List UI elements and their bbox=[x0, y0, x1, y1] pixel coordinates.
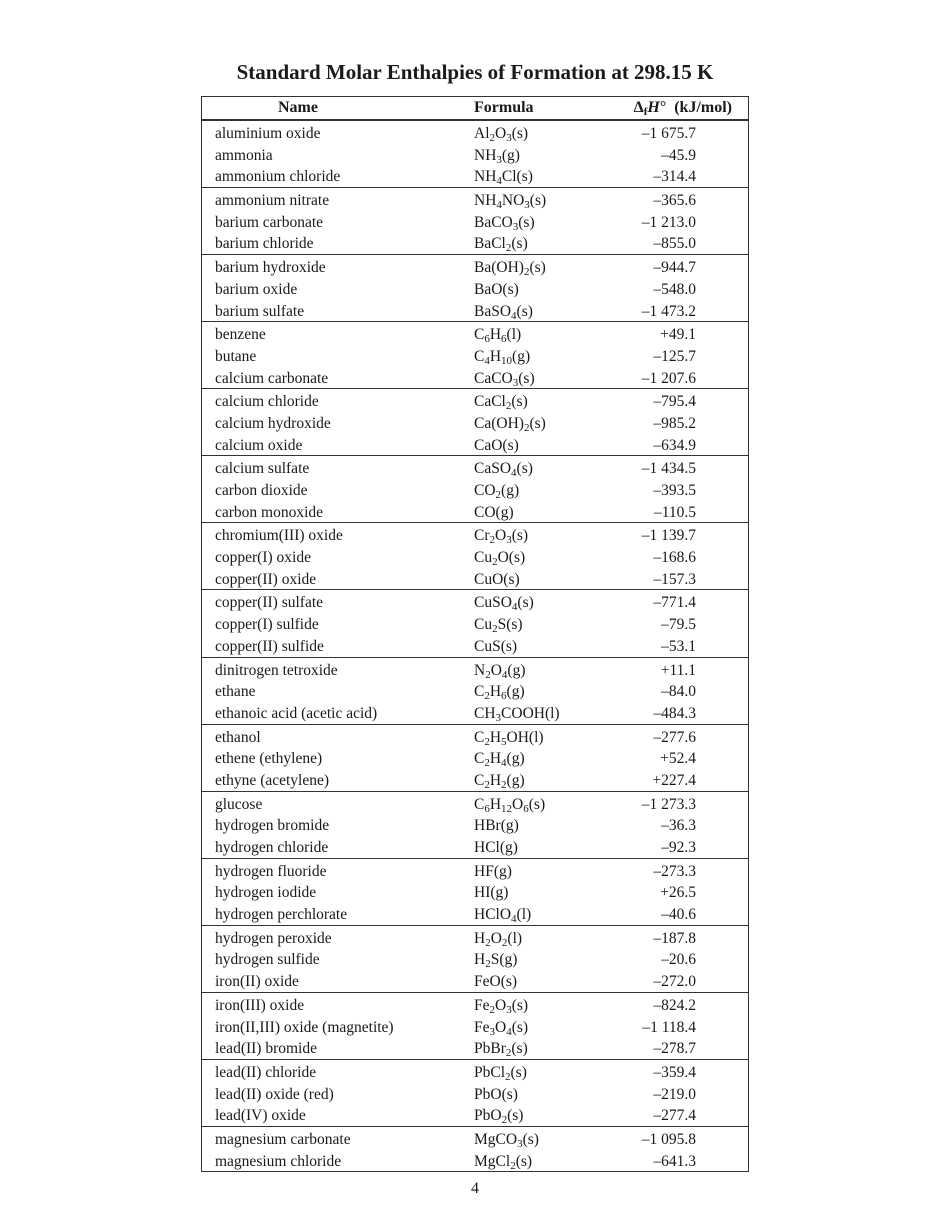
compound-formula: $NH_4NO_3(s)$ bbox=[474, 192, 547, 212]
compound-name: ethane bbox=[215, 683, 256, 701]
compound-name: ethene (ethylene) bbox=[215, 750, 323, 768]
compound-name: barium carbonate bbox=[215, 213, 324, 231]
table-row bbox=[202, 1061, 748, 1083]
compound-formula: $CO_2(g)$ bbox=[474, 482, 520, 501]
compound-formula: $NH_4Cl(s)$ bbox=[474, 168, 533, 188]
enthalpy-value: –92.3 bbox=[661, 839, 696, 856]
compound-name: barium sulfate bbox=[215, 302, 305, 320]
table-row bbox=[202, 412, 748, 434]
enthalpy-value: –1 675.7 bbox=[641, 125, 696, 142]
enthalpy-value: –641.3 bbox=[653, 1152, 696, 1170]
compound-name: benzene bbox=[215, 326, 266, 344]
compound-formula: CaCl$_2$(s) bbox=[474, 393, 528, 413]
enthalpy-table bbox=[201, 96, 749, 1172]
enthalpy-value: –79.5 bbox=[661, 616, 696, 634]
compound-name: carbon dioxide bbox=[215, 482, 308, 499]
compound-formula: CaCO$_3$(s) bbox=[474, 369, 535, 389]
compound-formula: $CH_3COOH(l)$ bbox=[474, 704, 560, 724]
compound-formula: BaCl$_2$(s) bbox=[474, 235, 528, 255]
table-row bbox=[202, 367, 748, 389]
enthalpy-value: –855.0 bbox=[653, 235, 696, 253]
compound-name: ammonium chloride bbox=[215, 168, 341, 186]
row-group bbox=[202, 389, 748, 456]
compound-name: chromium(III) oxide bbox=[215, 527, 343, 545]
compound-formula: MgCl$_2$(s) bbox=[474, 1152, 533, 1172]
row-group bbox=[202, 926, 748, 993]
compound-formula: $C_2H_4(g)$ bbox=[474, 750, 525, 770]
row-group bbox=[202, 121, 748, 188]
compound-formula: $Ca(OH)_2(s)$ bbox=[474, 414, 546, 434]
compound-formula: CO(g) bbox=[474, 503, 514, 521]
table-row bbox=[202, 323, 748, 345]
enthalpy-value: +49.1 bbox=[660, 326, 696, 344]
enthalpy-value: –45.9 bbox=[661, 146, 696, 164]
compound-name: ammonium nitrate bbox=[215, 192, 330, 210]
table-row bbox=[202, 457, 748, 479]
table-row bbox=[202, 680, 748, 702]
compound-name: calcium chloride bbox=[215, 393, 319, 411]
compound-formula: $Cr_2O_3(s)$ bbox=[474, 527, 529, 547]
compound-formula: $C_2H_5OH(l)$ bbox=[474, 728, 544, 748]
compound-name: copper(II) sulfide bbox=[215, 637, 324, 655]
compound-formula: FeO(s) bbox=[474, 973, 518, 991]
compound-formula: PbO(s) bbox=[474, 1085, 518, 1103]
table-row bbox=[202, 1083, 748, 1105]
compound-name: calcium sulfate bbox=[215, 460, 310, 478]
enthalpy-value: +11.1 bbox=[660, 661, 696, 679]
table-row bbox=[202, 165, 748, 187]
table-row bbox=[202, 501, 748, 523]
compound-formula: MgCO$_3$(s) bbox=[474, 1130, 539, 1150]
table-row bbox=[202, 232, 748, 254]
table-row bbox=[202, 300, 748, 322]
table-row bbox=[202, 122, 748, 144]
table-row bbox=[202, 881, 748, 903]
enthalpy-value: +26.5 bbox=[660, 884, 696, 902]
table-row bbox=[202, 1037, 748, 1059]
compound-name: lead(IV) oxide bbox=[215, 1107, 306, 1125]
table-body bbox=[202, 121, 748, 1171]
enthalpy-value: –985.2 bbox=[653, 414, 696, 432]
table-row bbox=[202, 1128, 748, 1150]
enthalpy-value: –110.5 bbox=[653, 503, 696, 521]
enthalpy-value: –1 213.0 bbox=[641, 213, 696, 231]
compound-name: copper(II) oxide bbox=[215, 570, 317, 588]
enthalpy-value: –1 207.6 bbox=[641, 369, 696, 387]
table-row bbox=[202, 903, 748, 925]
enthalpy-value: –548.0 bbox=[653, 280, 696, 298]
enthalpy-value: –84.0 bbox=[661, 683, 696, 701]
enthalpy-value: –944.7 bbox=[653, 259, 696, 277]
compound-name: ethanol bbox=[215, 728, 261, 746]
enthalpy-value: –1 434.5 bbox=[641, 460, 696, 478]
compound-name: ethanoic acid (acetic acid) bbox=[215, 704, 378, 722]
table-row bbox=[202, 1104, 748, 1126]
row-group bbox=[202, 1127, 748, 1171]
compound-name: copper(I) sulfide bbox=[215, 616, 319, 634]
compound-name: calcium hydroxide bbox=[215, 414, 331, 432]
enthalpy-value: –125.7 bbox=[653, 347, 696, 365]
row-group bbox=[202, 792, 748, 859]
row-group bbox=[202, 1060, 748, 1127]
table-row bbox=[202, 390, 748, 412]
page-title: Standard Molar Enthalpies of Formation at 298.15 K bbox=[236, 60, 714, 84]
enthalpy-value: –277.6 bbox=[653, 728, 696, 746]
table-row bbox=[202, 769, 748, 791]
compound-formula: HF(g) bbox=[474, 862, 512, 880]
enthalpy-value: +52.4 bbox=[660, 750, 696, 768]
row-group bbox=[202, 725, 748, 792]
compound-formula: HCl(g) bbox=[474, 839, 518, 856]
compound-formula: HBr(g) bbox=[474, 817, 519, 835]
table-row bbox=[202, 613, 748, 635]
enthalpy-value: –393.5 bbox=[653, 482, 696, 499]
compound-name: magnesium carbonate bbox=[215, 1130, 351, 1148]
row-group bbox=[202, 859, 748, 926]
enthalpy-value: –314.4 bbox=[653, 168, 696, 186]
enthalpy-value: –1 118.4 bbox=[642, 1018, 696, 1036]
table-row bbox=[202, 256, 748, 278]
enthalpy-value: –359.4 bbox=[653, 1063, 696, 1081]
row-group bbox=[202, 590, 748, 657]
table-row bbox=[202, 211, 748, 233]
compound-formula: $N_2O_4(g)$ bbox=[474, 661, 526, 681]
table-row bbox=[202, 948, 748, 970]
compound-name: barium chloride bbox=[215, 235, 314, 253]
compound-formula: BaO(s) bbox=[474, 280, 519, 298]
enthalpy-value: –272.0 bbox=[653, 973, 696, 991]
compound-formula: $Fe_2O_3(s)$ bbox=[474, 996, 529, 1016]
row-group bbox=[202, 658, 748, 725]
enthalpy-value: –1 095.8 bbox=[641, 1130, 696, 1148]
compound-name: barium hydroxide bbox=[215, 259, 326, 277]
table-row bbox=[202, 635, 748, 657]
enthalpy-value: –278.7 bbox=[653, 1040, 696, 1058]
row-group bbox=[202, 993, 748, 1060]
enthalpy-value: –168.6 bbox=[653, 549, 696, 567]
table-row bbox=[202, 278, 748, 300]
enthalpy-value: –795.4 bbox=[653, 393, 696, 411]
table-row bbox=[202, 927, 748, 949]
table-row bbox=[202, 479, 748, 501]
compound-name: glucose bbox=[215, 795, 263, 813]
table-row bbox=[202, 434, 748, 456]
compound-formula: PbO$_2$(s) bbox=[474, 1107, 524, 1127]
table-row bbox=[202, 591, 748, 613]
compound-name: lead(II) oxide (red) bbox=[215, 1085, 334, 1103]
table-row bbox=[202, 345, 748, 367]
enthalpy-value: –20.6 bbox=[661, 951, 696, 969]
compound-formula: BaCO$_3$(s) bbox=[474, 213, 535, 233]
compound-name: barium oxide bbox=[215, 280, 298, 298]
compound-name: calcium oxide bbox=[215, 436, 303, 454]
compound-name: iron(III) oxide bbox=[215, 996, 305, 1014]
compound-formula: $Cu_2O(s)$ bbox=[474, 549, 526, 569]
compound-name: calcium carbonate bbox=[215, 369, 329, 387]
compound-name: dinitrogen tetroxide bbox=[215, 661, 338, 679]
compound-formula: CaO(s) bbox=[474, 436, 519, 454]
compound-formula: $C_6H_{12}O_6(s)$ bbox=[474, 795, 546, 815]
table-row bbox=[202, 860, 748, 882]
enthalpy-value: –277.4 bbox=[653, 1107, 696, 1125]
row-group bbox=[202, 255, 748, 322]
table-row bbox=[202, 747, 748, 769]
header-formula: Formula bbox=[474, 99, 534, 116]
compound-name: carbon monoxide bbox=[215, 503, 324, 521]
enthalpy-value: –824.2 bbox=[653, 996, 696, 1014]
compound-name: iron(II,III) oxide (magnetite) bbox=[215, 1018, 394, 1036]
compound-formula: $NH_3(g)$ bbox=[474, 146, 520, 166]
compound-name: hydrogen peroxide bbox=[215, 929, 332, 947]
compound-name: butane bbox=[215, 347, 257, 365]
table-row bbox=[202, 994, 748, 1016]
compound-name: magnesium chloride bbox=[215, 1152, 342, 1170]
compound-formula: $C_2H_2(g)$ bbox=[474, 771, 525, 791]
enthalpy-value: –634.9 bbox=[653, 436, 696, 454]
compound-name: copper(II) sulfate bbox=[215, 594, 324, 612]
header-name: Name bbox=[278, 99, 318, 116]
compound-name: hydrogen bromide bbox=[215, 817, 330, 835]
table-row bbox=[202, 814, 748, 836]
page-number: 4 bbox=[471, 1180, 479, 1197]
compound-name: hydrogen perchlorate bbox=[215, 906, 348, 924]
compound-formula: PbCl$_2$(s) bbox=[474, 1063, 527, 1083]
compound-name: copper(I) oxide bbox=[215, 549, 311, 567]
compound-formula: $Cu_2S(s)$ bbox=[474, 616, 523, 636]
row-group bbox=[202, 456, 748, 523]
enthalpy-value: –157.3 bbox=[653, 570, 696, 588]
compound-name: hydrogen iodide bbox=[215, 884, 317, 902]
enthalpy-value: –36.3 bbox=[661, 817, 696, 835]
row-group bbox=[202, 188, 748, 255]
compound-name: lead(II) chloride bbox=[215, 1063, 317, 1081]
table-row bbox=[202, 1150, 748, 1172]
compound-name: hydrogen chloride bbox=[215, 839, 329, 856]
compound-formula: CuS(s) bbox=[474, 637, 518, 655]
compound-formula: HClO$_4$(l) bbox=[474, 906, 532, 926]
enthalpy-value: +227.4 bbox=[652, 771, 696, 789]
enthalpy-value: –219.0 bbox=[653, 1085, 696, 1103]
table-row bbox=[202, 659, 748, 681]
table-header bbox=[202, 97, 748, 121]
enthalpy-value: –365.6 bbox=[653, 192, 696, 210]
table-row bbox=[202, 836, 748, 858]
table-row bbox=[202, 144, 748, 166]
row-group bbox=[202, 322, 748, 389]
table-row bbox=[202, 726, 748, 748]
compound-formula: PbBr$_2$(s) bbox=[474, 1040, 528, 1060]
table-row bbox=[202, 702, 748, 724]
compound-formula: $H_2O_2(l)$ bbox=[474, 929, 523, 949]
table-row bbox=[202, 1016, 748, 1038]
table-row bbox=[202, 793, 748, 815]
enthalpy-value: –40.6 bbox=[661, 906, 696, 924]
compound-formula: CuO(s) bbox=[474, 570, 520, 588]
compound-name: ammonia bbox=[215, 146, 273, 164]
enthalpy-value: –1 273.3 bbox=[641, 795, 696, 813]
compound-formula: HI(g) bbox=[474, 884, 509, 902]
compound-formula: CaSO$_4$(s) bbox=[474, 460, 533, 480]
compound-name: lead(II) bromide bbox=[215, 1040, 317, 1058]
compound-formula: $C_2H_6(g)$ bbox=[474, 683, 525, 703]
enthalpy-value: –1 473.2 bbox=[641, 302, 696, 320]
compound-formula: $C_4H_{10}(g)$ bbox=[474, 347, 531, 367]
compound-formula: $Ba(OH)_2(s)$ bbox=[474, 259, 546, 279]
compound-name: aluminium oxide bbox=[215, 125, 321, 142]
table-row bbox=[202, 546, 748, 568]
table-row bbox=[202, 189, 748, 211]
compound-formula: $H_2S(g)$ bbox=[474, 951, 518, 971]
enthalpy-value: –484.3 bbox=[653, 704, 696, 722]
header-enthalpy: $\Delta_fH^\circ$ (kJ/mol) bbox=[633, 99, 732, 118]
compound-name: ethyne (acetylene) bbox=[215, 771, 330, 789]
compound-formula: $Al_2O_3(s)$ bbox=[474, 125, 529, 144]
table-row bbox=[202, 568, 748, 590]
compound-name: iron(II) oxide bbox=[215, 973, 299, 991]
compound-formula: $Fe_3O_4(s)$ bbox=[474, 1018, 529, 1038]
enthalpy-value: –53.1 bbox=[661, 637, 696, 655]
enthalpy-value: –187.8 bbox=[653, 929, 696, 947]
enthalpy-value: –1 139.7 bbox=[641, 527, 696, 545]
compound-name: hydrogen fluoride bbox=[215, 862, 327, 880]
enthalpy-value: –771.4 bbox=[653, 594, 696, 612]
compound-formula: $C_6H_6(l)$ bbox=[474, 326, 522, 346]
compound-formula: CuSO$_4$(s) bbox=[474, 594, 534, 614]
row-group bbox=[202, 523, 748, 590]
table-row bbox=[202, 970, 748, 992]
enthalpy-value: –273.3 bbox=[653, 862, 696, 880]
table-row bbox=[202, 524, 748, 546]
compound-name: hydrogen sulfide bbox=[215, 951, 320, 969]
compound-formula: BaSO$_4$(s) bbox=[474, 302, 533, 322]
